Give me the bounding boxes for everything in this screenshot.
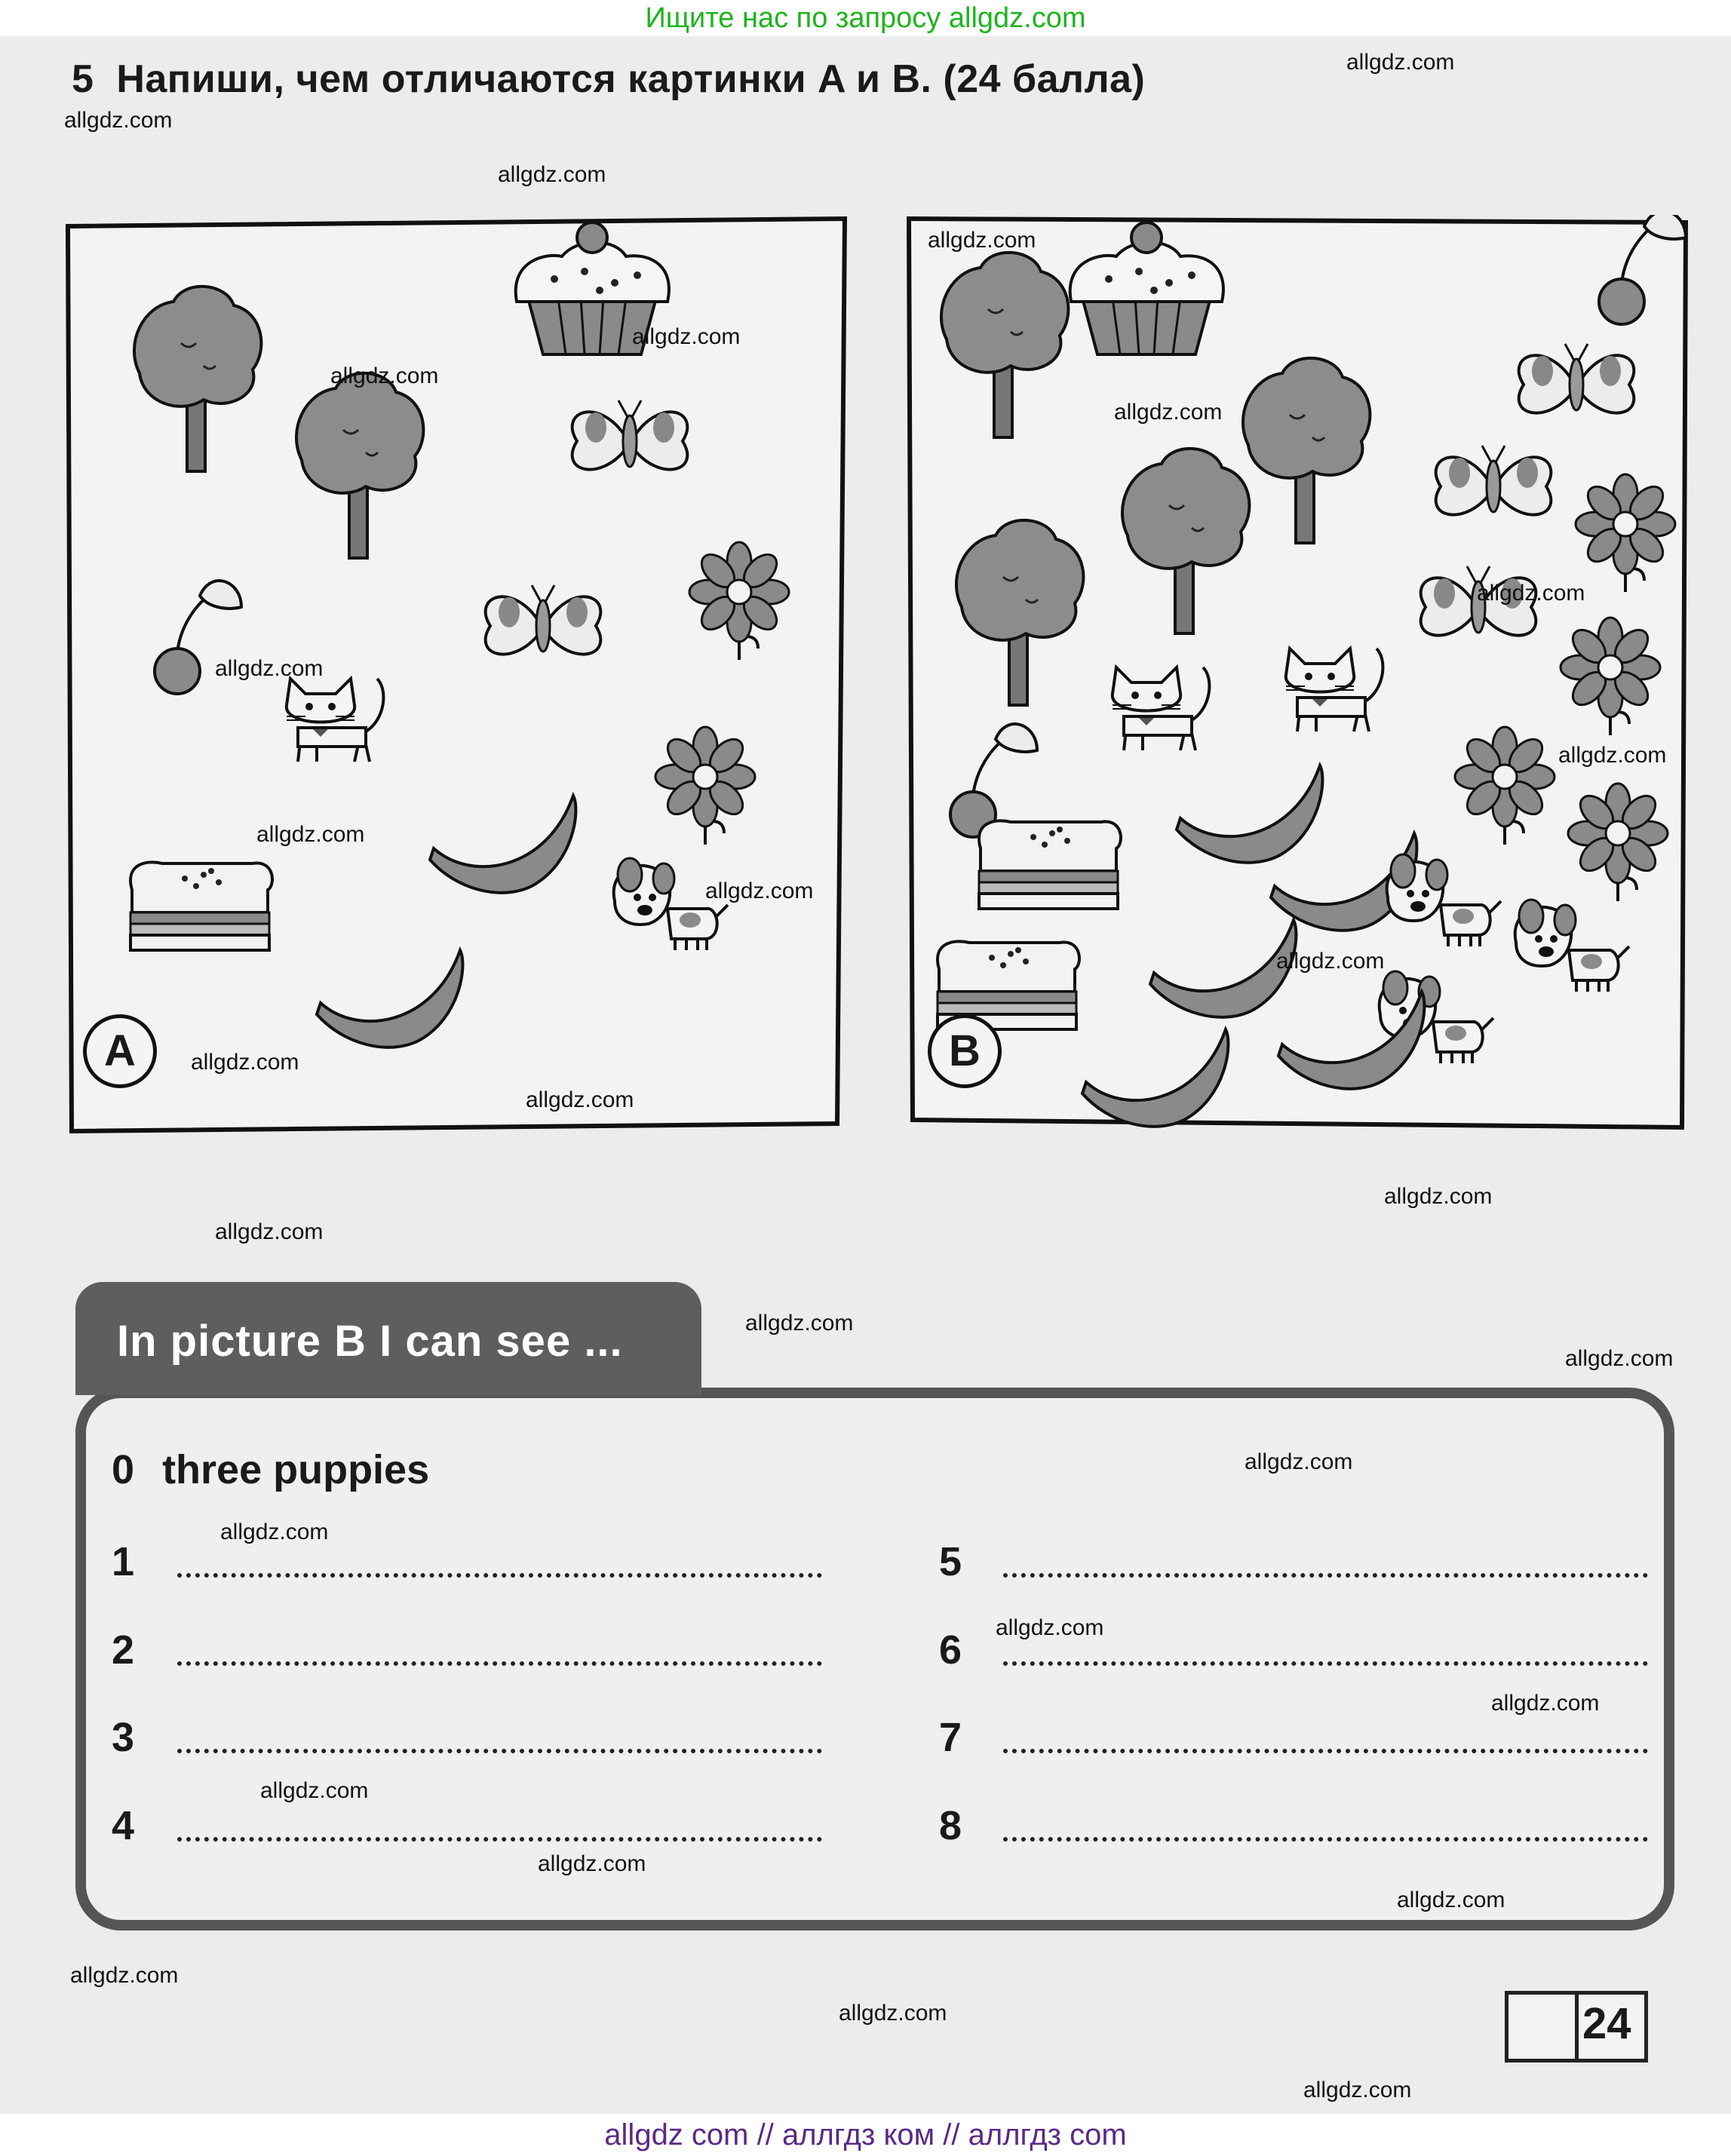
- watermark: allgdz.com: [1114, 400, 1223, 425]
- answer-line-4[interactable]: [177, 1831, 822, 1842]
- section-banner-text: In picture B I can see ...: [117, 1317, 623, 1366]
- watermark: allgdz.com: [1491, 1691, 1600, 1716]
- top-banner[interactable]: Ищите нас по запросу allgdz.com: [0, 0, 1731, 36]
- line-number-4: 4: [112, 1803, 135, 1848]
- line-number-7: 7: [939, 1715, 962, 1760]
- picture-b: [905, 215, 1693, 1135]
- answer-line-6[interactable]: [1003, 1655, 1648, 1666]
- answer-line-3[interactable]: [177, 1743, 822, 1753]
- watermark: allgdz.com: [215, 656, 324, 681]
- watermark: allgdz.com: [1558, 743, 1667, 768]
- watermark: allgdz.com: [498, 162, 606, 187]
- watermark: allgdz.com: [220, 1520, 329, 1544]
- line-number-6: 6: [939, 1627, 962, 1673]
- watermark: allgdz.com: [928, 228, 1036, 253]
- watermark: allgdz.com: [1565, 1346, 1674, 1371]
- example-text: three puppies: [162, 1447, 430, 1492]
- line-number-1: 1: [112, 1539, 135, 1584]
- line-number-3: 3: [112, 1715, 135, 1760]
- example-number: 0: [112, 1447, 135, 1492]
- example-answer: [112, 1446, 429, 1493]
- watermark: allgdz.com: [260, 1778, 369, 1803]
- picture-a: [64, 215, 852, 1135]
- watermark: allgdz.com: [1303, 2078, 1412, 2102]
- watermark: allgdz.com: [1346, 50, 1455, 75]
- answer-line-1[interactable]: [177, 1567, 822, 1578]
- task-title: Напиши, чем отличаются картинки A и B. (24 балла): [116, 57, 1146, 101]
- watermark: allgdz.com: [215, 1219, 324, 1244]
- watermark: allgdz.com: [1245, 1449, 1353, 1474]
- picture-b-label: B: [928, 1014, 1002, 1088]
- watermark: allgdz.com: [996, 1615, 1104, 1640]
- watermark: allgdz.com: [526, 1087, 634, 1112]
- answer-line-2[interactable]: [177, 1655, 822, 1666]
- watermark: allgdz.com: [1477, 581, 1585, 606]
- line-number-5: 5: [939, 1539, 962, 1584]
- answer-line-7[interactable]: [1003, 1743, 1648, 1753]
- watermark: allgdz.com: [705, 879, 814, 903]
- watermark: allgdz.com: [330, 363, 439, 388]
- watermark: allgdz.com: [191, 1050, 299, 1075]
- line-number-2: 2: [112, 1627, 135, 1673]
- watermark: allgdz.com: [1384, 1184, 1493, 1209]
- line-number-8: 8: [939, 1803, 962, 1848]
- answer-line-5[interactable]: [1003, 1567, 1648, 1578]
- watermark: allgdz.com: [256, 822, 365, 847]
- watermark: allgdz.com: [839, 2001, 947, 2026]
- watermark: allgdz.com: [538, 1851, 646, 1876]
- task-heading: [72, 57, 1145, 102]
- watermark: allgdz.com: [70, 1963, 179, 1988]
- task-number: 5: [72, 57, 94, 101]
- watermark: allgdz.com: [1276, 949, 1385, 974]
- answer-line-8[interactable]: [1003, 1831, 1648, 1842]
- watermark: allgdz.com: [632, 324, 741, 349]
- page-number: 24: [1582, 1999, 1631, 2048]
- picture-a-label: A: [83, 1014, 157, 1088]
- watermark: allgdz.com: [745, 1311, 854, 1336]
- watermark: allgdz.com: [64, 108, 173, 133]
- watermark: allgdz.com: [1397, 1888, 1505, 1912]
- bottom-banner[interactable]: allgdz com // аллгдз ком // аллгдз com: [0, 2114, 1731, 2156]
